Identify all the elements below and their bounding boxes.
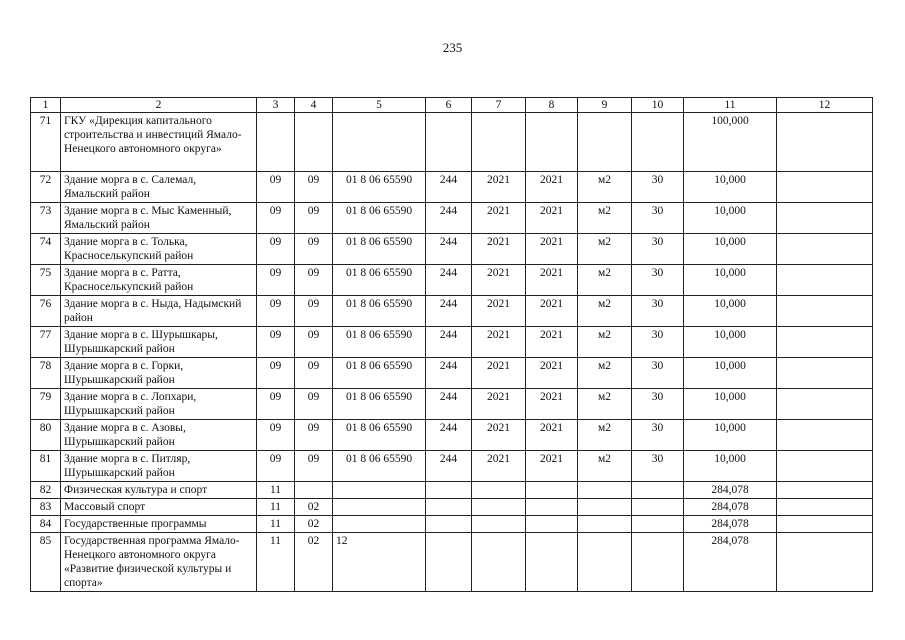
cell-end-year: 2021 <box>526 327 578 358</box>
cell-start-year <box>472 516 526 533</box>
cell-start-year: 2021 <box>472 234 526 265</box>
cell-end-year <box>526 516 578 533</box>
cell-target-article <box>333 516 426 533</box>
cell-start-year: 2021 <box>472 203 526 234</box>
cell-name: Здание морга в с. Мыс Каменный, Ямальский район <box>61 203 257 234</box>
cell-note <box>777 327 873 358</box>
cell-subsection: 09 <box>295 296 333 327</box>
cell-capacity: 30 <box>632 265 684 296</box>
cell-end-year <box>526 482 578 499</box>
cell-end-year: 2021 <box>526 203 578 234</box>
column-header: 12 <box>777 98 873 113</box>
cell-subsection: 09 <box>295 358 333 389</box>
cell-amount: 10,000 <box>684 203 777 234</box>
cell-start-year <box>472 482 526 499</box>
cell-end-year: 2021 <box>526 420 578 451</box>
cell-unit: м2 <box>578 358 632 389</box>
cell-expense-type <box>426 516 472 533</box>
page-number: 235 <box>442 40 463 55</box>
cell-capacity: 30 <box>632 389 684 420</box>
cell-expense-type: 244 <box>426 389 472 420</box>
cell-note <box>777 234 873 265</box>
cell-expense-type: 244 <box>426 358 472 389</box>
cell-end-year <box>526 113 578 172</box>
table-row <box>31 265 873 296</box>
cell-end-year: 2021 <box>526 234 578 265</box>
cell-end-year: 2021 <box>526 296 578 327</box>
cell-expense-type <box>426 499 472 516</box>
cell-start-year <box>472 499 526 516</box>
cell-expense-type: 244 <box>426 327 472 358</box>
table-row <box>31 389 873 420</box>
cell-subsection: 09 <box>295 203 333 234</box>
cell-unit: м2 <box>578 389 632 420</box>
cell-capacity: 30 <box>632 203 684 234</box>
cell-unit <box>578 482 632 499</box>
cell-note <box>777 516 873 533</box>
cell-unit: м2 <box>578 451 632 482</box>
cell-target-article <box>333 482 426 499</box>
cell-number: 78 <box>31 358 61 389</box>
table-row <box>31 420 873 451</box>
cell-target-article <box>333 499 426 516</box>
cell-amount: 10,000 <box>684 327 777 358</box>
cell-number: 75 <box>31 265 61 296</box>
cell-number: 83 <box>31 499 61 516</box>
budget-table <box>30 97 873 592</box>
cell-capacity: 30 <box>632 420 684 451</box>
cell-section: 09 <box>257 203 295 234</box>
cell-subsection: 02 <box>295 499 333 516</box>
cell-section: 09 <box>257 358 295 389</box>
cell-end-year: 2021 <box>526 172 578 203</box>
cell-section: 09 <box>257 172 295 203</box>
cell-name: ГКУ «Дирекция капитального строительства и инвестиций Ямало-Ненецкого автономного округа» <box>61 113 257 172</box>
cell-amount: 10,000 <box>684 172 777 203</box>
cell-expense-type: 244 <box>426 451 472 482</box>
table-row <box>31 327 873 358</box>
cell-subsection: 09 <box>295 265 333 296</box>
cell-target-article: 01 8 06 65590 <box>333 420 426 451</box>
cell-end-year: 2021 <box>526 358 578 389</box>
cell-subsection: 09 <box>295 172 333 203</box>
cell-number: 85 <box>31 533 61 592</box>
column-header: 7 <box>472 98 526 113</box>
cell-name: Здание морга в с. Шурышкары, Шурышкарский район <box>61 327 257 358</box>
cell-expense-type <box>426 533 472 592</box>
cell-section: 09 <box>257 327 295 358</box>
cell-subsection: 09 <box>295 420 333 451</box>
cell-section: 11 <box>257 482 295 499</box>
cell-unit: м2 <box>578 172 632 203</box>
cell-start-year: 2021 <box>472 358 526 389</box>
cell-start-year: 2021 <box>472 327 526 358</box>
cell-start-year: 2021 <box>472 296 526 327</box>
header-row <box>31 98 873 113</box>
column-header: 5 <box>333 98 426 113</box>
column-header: 4 <box>295 98 333 113</box>
cell-capacity: 30 <box>632 451 684 482</box>
cell-unit: м2 <box>578 420 632 451</box>
cell-number: 73 <box>31 203 61 234</box>
cell-unit: м2 <box>578 203 632 234</box>
table-row <box>31 533 873 592</box>
cell-capacity: 30 <box>632 327 684 358</box>
cell-subsection: 09 <box>295 327 333 358</box>
cell-target-article <box>333 113 426 172</box>
cell-subsection: 02 <box>295 533 333 592</box>
cell-target-article: 01 8 06 65590 <box>333 327 426 358</box>
cell-unit <box>578 516 632 533</box>
cell-amount: 284,078 <box>684 533 777 592</box>
cell-capacity: 30 <box>632 358 684 389</box>
cell-expense-type <box>426 113 472 172</box>
cell-name: Массовый спорт <box>61 499 257 516</box>
cell-target-article: 01 8 06 65590 <box>333 389 426 420</box>
cell-name: Здание морга в с. Азовы, Шурышкарский район <box>61 420 257 451</box>
column-header: 9 <box>578 98 632 113</box>
cell-amount: 284,078 <box>684 482 777 499</box>
cell-end-year <box>526 499 578 516</box>
cell-amount: 284,078 <box>684 499 777 516</box>
cell-target-article: 01 8 06 65590 <box>333 234 426 265</box>
cell-name: Здание морга в с. Толька, Красноселькупский район <box>61 234 257 265</box>
cell-name: Здание морга в с. Салемал, Ямальский район <box>61 172 257 203</box>
cell-note <box>777 296 873 327</box>
cell-number: 80 <box>31 420 61 451</box>
table-row <box>31 234 873 265</box>
cell-note <box>777 113 873 172</box>
cell-target-article: 01 8 06 65590 <box>333 265 426 296</box>
column-header: 1 <box>31 98 61 113</box>
cell-target-article: 01 8 06 65590 <box>333 451 426 482</box>
cell-amount: 10,000 <box>684 358 777 389</box>
cell-capacity <box>632 499 684 516</box>
cell-name: Здание морга в с. Лопхари, Шурышкарский район <box>61 389 257 420</box>
cell-name: Физическая культура и спорт <box>61 482 257 499</box>
cell-number: 74 <box>31 234 61 265</box>
cell-amount: 10,000 <box>684 296 777 327</box>
cell-start-year <box>472 533 526 592</box>
cell-end-year <box>526 533 578 592</box>
cell-amount: 10,000 <box>684 234 777 265</box>
cell-expense-type: 244 <box>426 420 472 451</box>
cell-amount: 284,078 <box>684 516 777 533</box>
table-row <box>31 516 873 533</box>
cell-section: 09 <box>257 451 295 482</box>
table-row <box>31 172 873 203</box>
cell-section: 11 <box>257 499 295 516</box>
cell-amount: 10,000 <box>684 389 777 420</box>
table-row <box>31 358 873 389</box>
cell-target-article: 01 8 06 65590 <box>333 203 426 234</box>
cell-section: 09 <box>257 265 295 296</box>
cell-subsection: 09 <box>295 234 333 265</box>
column-header: 10 <box>632 98 684 113</box>
cell-target-article: 12 <box>333 533 426 592</box>
cell-expense-type <box>426 482 472 499</box>
cell-number: 79 <box>31 389 61 420</box>
cell-section: 11 <box>257 516 295 533</box>
column-header: 8 <box>526 98 578 113</box>
cell-name: Государственная программа Ямало-Ненецкого автономного округа «Развитие физической культуры и спорта» <box>61 533 257 592</box>
cell-amount: 10,000 <box>684 451 777 482</box>
cell-expense-type: 244 <box>426 296 472 327</box>
cell-section <box>257 113 295 172</box>
cell-capacity: 30 <box>632 296 684 327</box>
cell-capacity: 30 <box>632 172 684 203</box>
cell-amount: 100,000 <box>684 113 777 172</box>
table-row <box>31 451 873 482</box>
cell-expense-type: 244 <box>426 265 472 296</box>
cell-number: 76 <box>31 296 61 327</box>
cell-note <box>777 533 873 592</box>
cell-unit <box>578 113 632 172</box>
cell-note <box>777 389 873 420</box>
cell-note <box>777 451 873 482</box>
cell-name: Здание морга в с. Питляр, Шурышкарский район <box>61 451 257 482</box>
cell-note <box>777 172 873 203</box>
cell-target-article: 01 8 06 65590 <box>333 358 426 389</box>
cell-name: Здание морга в с. Ныда, Надымский район <box>61 296 257 327</box>
column-header: 6 <box>426 98 472 113</box>
cell-section: 09 <box>257 389 295 420</box>
cell-start-year: 2021 <box>472 389 526 420</box>
cell-capacity <box>632 533 684 592</box>
cell-target-article: 01 8 06 65590 <box>333 172 426 203</box>
cell-capacity <box>632 516 684 533</box>
cell-start-year: 2021 <box>472 172 526 203</box>
cell-unit <box>578 533 632 592</box>
cell-end-year: 2021 <box>526 451 578 482</box>
cell-expense-type: 244 <box>426 203 472 234</box>
cell-start-year: 2021 <box>472 420 526 451</box>
cell-name: Государственные программы <box>61 516 257 533</box>
cell-note <box>777 265 873 296</box>
cell-unit <box>578 499 632 516</box>
cell-section: 11 <box>257 533 295 592</box>
cell-subsection: 02 <box>295 516 333 533</box>
cell-end-year: 2021 <box>526 265 578 296</box>
cell-subsection: 09 <box>295 389 333 420</box>
cell-target-article: 01 8 06 65590 <box>333 296 426 327</box>
cell-subsection <box>295 113 333 172</box>
cell-number: 72 <box>31 172 61 203</box>
cell-note <box>777 203 873 234</box>
cell-start-year: 2021 <box>472 451 526 482</box>
cell-name: Здание морга в с. Ратта, Красноселькупский район <box>61 265 257 296</box>
cell-capacity <box>632 113 684 172</box>
cell-number: 81 <box>31 451 61 482</box>
cell-unit: м2 <box>578 296 632 327</box>
cell-number: 82 <box>31 482 61 499</box>
cell-end-year: 2021 <box>526 389 578 420</box>
cell-number: 71 <box>31 113 61 172</box>
cell-note <box>777 482 873 499</box>
table-row <box>31 499 873 516</box>
cell-number: 77 <box>31 327 61 358</box>
cell-number: 84 <box>31 516 61 533</box>
table-row <box>31 203 873 234</box>
cell-capacity <box>632 482 684 499</box>
table-row <box>31 113 873 172</box>
table-row <box>31 482 873 499</box>
cell-unit: м2 <box>578 327 632 358</box>
cell-note <box>777 499 873 516</box>
cell-unit: м2 <box>578 234 632 265</box>
cell-expense-type: 244 <box>426 234 472 265</box>
cell-amount: 10,000 <box>684 420 777 451</box>
column-header: 11 <box>684 98 777 113</box>
cell-note <box>777 358 873 389</box>
cell-subsection: 09 <box>295 451 333 482</box>
cell-start-year <box>472 113 526 172</box>
cell-expense-type: 244 <box>426 172 472 203</box>
cell-section: 09 <box>257 296 295 327</box>
cell-unit: м2 <box>578 265 632 296</box>
column-header: 2 <box>61 98 257 113</box>
cell-section: 09 <box>257 420 295 451</box>
table-row <box>31 296 873 327</box>
cell-subsection <box>295 482 333 499</box>
cell-start-year: 2021 <box>472 265 526 296</box>
cell-name: Здание морга в с. Горки, Шурышкарский район <box>61 358 257 389</box>
cell-capacity: 30 <box>632 234 684 265</box>
column-header: 3 <box>257 98 295 113</box>
cell-amount: 10,000 <box>684 265 777 296</box>
cell-note <box>777 420 873 451</box>
cell-section: 09 <box>257 234 295 265</box>
